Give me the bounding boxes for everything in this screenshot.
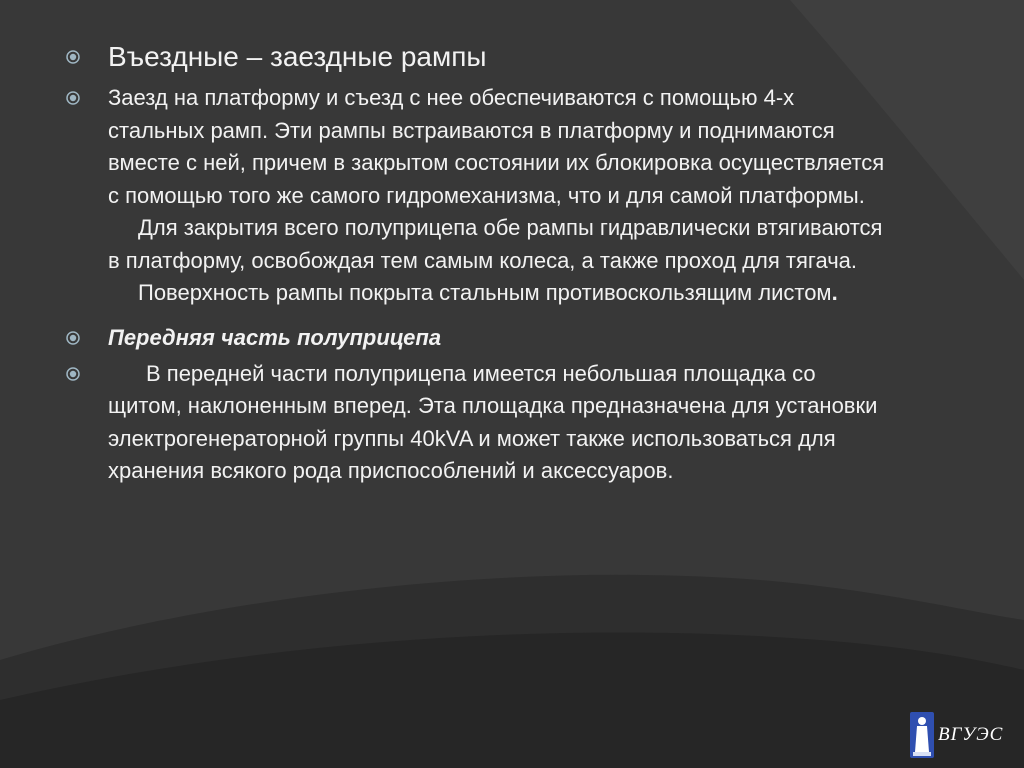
bullet-front-description <box>66 358 886 488</box>
front-section-title: Передняя часть полуприцепа <box>108 324 442 350</box>
university-logo <box>910 711 1003 759</box>
circle-bullet-icon <box>66 331 80 345</box>
ramps-paragraph-3-text: Поверхность рампы покрыта стальным противоскользящим листом <box>138 280 832 305</box>
front-paragraph-text: В передней части полуприцепа имеется небольшая площадка со щитом, наклоненным вперед. Эта площадка предназначена для установки электрогенераторной группы 40kVA и может также использоваться для хранения всякого рода приспособлений и аксессуаров. <box>108 360 878 483</box>
ramps-paragraph-3 <box>108 277 886 310</box>
ramps-paragraph-1: Заезд на платформу и съезд с нее обеспечиваются с помощью 4-х стальных рамп. Эти рампы встраиваются в платформу и поднимаются вместе с ней, причем в закрытом состоянии их блокировка осуществляется с помощью того же самого гидромеханизма, что и для самой платформы. <box>108 85 885 208</box>
statue-emblem-icon <box>910 712 934 758</box>
bullet-front-section <box>66 322 886 354</box>
front-paragraph <box>108 358 886 488</box>
logo-text: ВГУЭС <box>938 724 1004 745</box>
bullet-ramps-heading <box>66 40 886 74</box>
ramps-paragraph-2: Для закрытия всего полуприцепа обе рампы гидравлически втягиваются в платформу, освобождая тем самым колеса, а также проход для тягача. <box>108 215 883 273</box>
slide-content <box>66 40 886 488</box>
ramps-heading: Въездные – заездные рампы <box>108 41 487 72</box>
circle-bullet-icon <box>66 50 80 64</box>
circle-bullet-icon <box>66 91 80 105</box>
circle-bullet-icon <box>66 367 80 381</box>
bullet-ramps-description <box>66 82 886 310</box>
ramps-paragraph-3-end: . <box>831 280 838 305</box>
